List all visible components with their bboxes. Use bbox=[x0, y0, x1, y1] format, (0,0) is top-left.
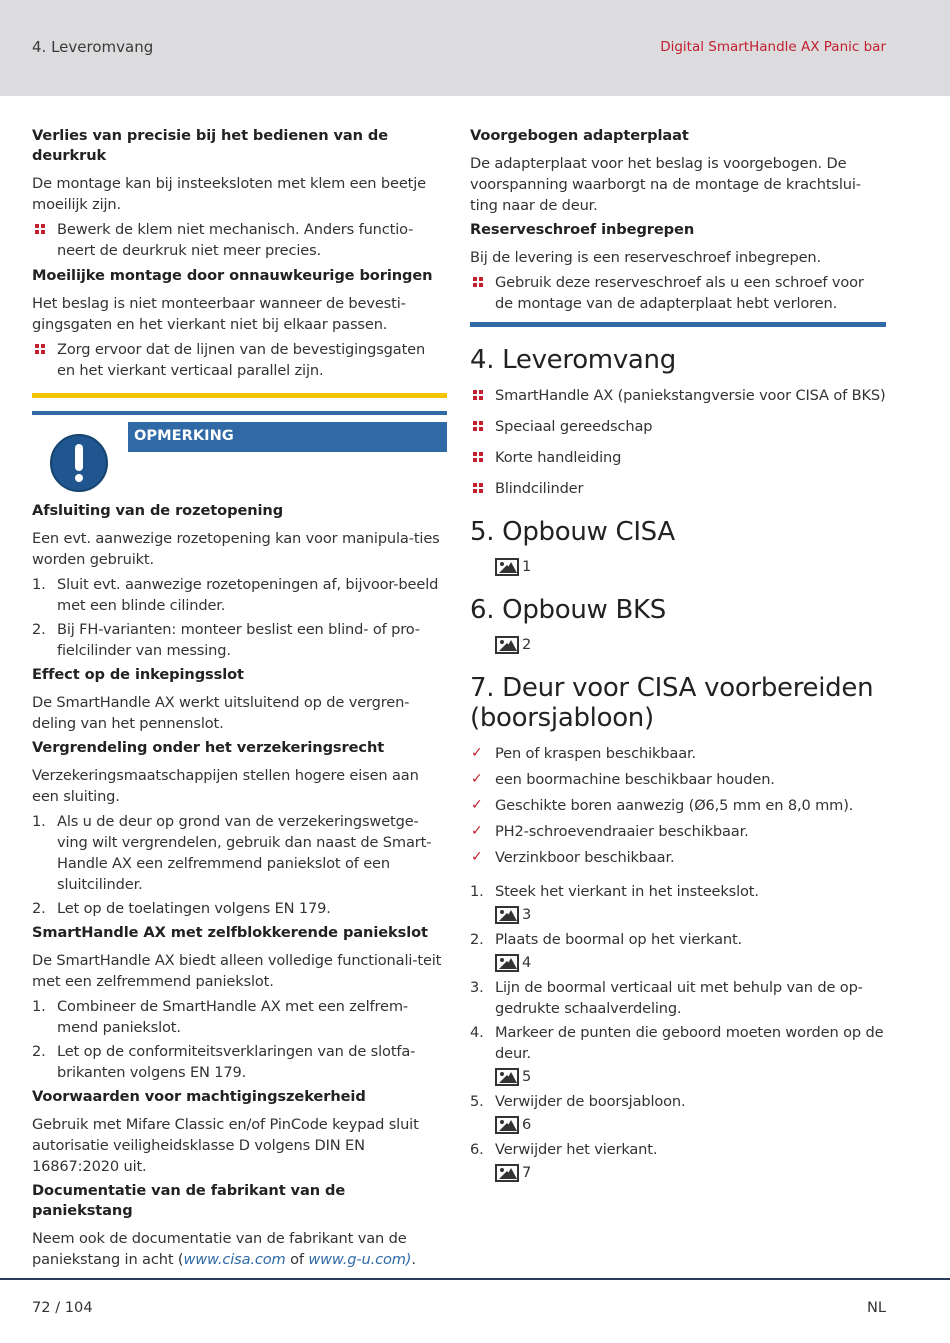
prerequisite-item: ✓ PH2-schroevendraaier beschikbaar. bbox=[471, 823, 749, 840]
paragraph: De adapterplaat voor het beslag is voorgebogen. De voorspanning waarborgt na de montage de krachtslui-ting naar de deur. bbox=[470, 155, 861, 214]
check-icon: ✓ bbox=[471, 771, 483, 787]
list-item: Speciaal gereedschap bbox=[470, 416, 886, 437]
section-heading: Voorwaarden voor machtigingszekerheid bbox=[32, 1088, 366, 1105]
section-heading: Effect op de inkepingsslot bbox=[32, 666, 244, 683]
note-top-band bbox=[32, 411, 447, 415]
numbered-step: 6. Verwijder het vierkant. bbox=[470, 1141, 658, 1158]
right-column bbox=[470, 126, 886, 1187]
paragraph: Neem ook de documentatie van de fabrikant van de paniekstang in acht (www.cisa.com of www.g-u.com). bbox=[32, 1230, 416, 1268]
chapter-heading: 5. Opbouw CISA bbox=[470, 517, 675, 547]
paragraph: De SmartHandle AX biedt alleen volledige functionali-teit met een zelfremmend paniekslot. bbox=[32, 952, 442, 990]
bullet-marker-icon bbox=[473, 421, 484, 432]
numbered-step: 1. Combineer de SmartHandle AX met een zelfrem-mend paniekslot. bbox=[32, 998, 409, 1036]
section-heading: Reserveschroef inbegrepen bbox=[470, 221, 695, 238]
list-item: Korte handleiding bbox=[470, 447, 886, 468]
image-icon bbox=[495, 558, 519, 576]
image-icon bbox=[495, 1068, 519, 1086]
numbered-step: 5. Verwijder de boorsjabloon. bbox=[470, 1093, 686, 1110]
action-bullet: Zorg ervoor dat de lijnen van de bevestigingsgaten en het vierkant verticaal parallel zijn. bbox=[32, 339, 447, 381]
section-heading: Verlies van precisie bij het bedienen van de deurkruk bbox=[32, 127, 389, 164]
list-item: SmartHandle AX (paniekstangversie voor CISA of BKS) bbox=[470, 385, 886, 406]
image-icon bbox=[495, 906, 519, 924]
list-item: Blindcilinder bbox=[470, 478, 886, 499]
paragraph: Het beslag is niet monteerbaar wanneer de bevesti-gingsgaten en het vierkant niet bij elkaar passen. bbox=[32, 295, 406, 333]
chapter-heading: 4. Leveromvang bbox=[470, 345, 676, 375]
image-icon bbox=[495, 1116, 519, 1134]
page-number: 72 / 104 bbox=[32, 1299, 93, 1316]
bullet-marker-icon bbox=[35, 344, 46, 355]
figure-reference: 6 bbox=[495, 1115, 886, 1135]
action-bullet: Bewerk de klem niet mechanisch. Anders functio-neert de deurkruk niet meer precies. bbox=[32, 219, 447, 261]
bullet-marker-icon bbox=[473, 452, 484, 463]
numbered-step: 1. Steek het vierkant in het insteekslot. bbox=[470, 883, 759, 900]
paragraph: Gebruik met Mifare Classic en/of PinCode keypad sluit autorisatie veiligheidsklasse D volgens DIN EN 16867:2020 uit. bbox=[32, 1116, 419, 1175]
figure-reference: 3 bbox=[495, 905, 886, 925]
numbered-step: 1. Als u de deur op grond van de verzekeringswetge-ving wilt vergrendelen, gebruik dan naast de Smart-Handle AX een zelfremmend paniekslot of een sluitcilinder. bbox=[32, 813, 432, 893]
figure-reference: 7 bbox=[495, 1163, 886, 1183]
bullet-marker-icon bbox=[473, 277, 484, 288]
warning-divider bbox=[32, 393, 447, 398]
page-header bbox=[0, 0, 950, 96]
exclamation-icon bbox=[50, 434, 108, 492]
note-box bbox=[32, 411, 447, 487]
check-icon: ✓ bbox=[471, 849, 483, 865]
action-bullet: Gebruik deze reserveschroef als u een schroef voor de montage van de adapterplaat hebt verloren. bbox=[470, 272, 886, 314]
section-divider bbox=[470, 322, 886, 327]
image-icon bbox=[495, 1164, 519, 1182]
paragraph: De montage kan bij insteeksloten met klem een beetje moeilijk zijn. bbox=[32, 175, 426, 213]
image-icon bbox=[495, 954, 519, 972]
numbered-step: 3. Lijn de boormal verticaal uit met behulp van de op-gedrukte schaalverdeling. bbox=[470, 979, 863, 1017]
image-icon bbox=[495, 636, 519, 654]
paragraph: De SmartHandle AX werkt uitsluitend op de vergren-deling van het pennenslot. bbox=[32, 694, 410, 732]
figure-reference: 1 bbox=[495, 557, 886, 577]
paragraph: Verzekeringsmaatschappijen stellen hogere eisen aan een sluiting. bbox=[32, 767, 419, 805]
paragraph: Bij de levering is een reserveschroef inbegrepen. bbox=[470, 249, 821, 266]
gu-link[interactable]: www.g-u.com) bbox=[308, 1251, 412, 1268]
cisa-link[interactable]: www.cisa.com bbox=[183, 1251, 286, 1268]
section-heading: Afsluiting van de rozetopening bbox=[32, 502, 284, 519]
prerequisite-item: ✓ een boormachine beschikbaar houden. bbox=[471, 771, 775, 788]
check-icon: ✓ bbox=[471, 745, 483, 761]
section-heading: Documentatie van de fabrikant van de paniekstang bbox=[32, 1182, 346, 1219]
check-icon: ✓ bbox=[471, 823, 483, 839]
figure-reference: 2 bbox=[495, 635, 886, 655]
paragraph: Een evt. aanwezige rozetopening kan voor manipula-ties worden gebruikt. bbox=[32, 530, 440, 568]
header-product-name: Digital SmartHandle AX Panic bar bbox=[660, 39, 886, 55]
section-heading: SmartHandle AX met zelfblokkerende paniekslot bbox=[32, 924, 428, 941]
numbered-step: 2. Plaats de boormal op het vierkant. bbox=[470, 931, 743, 948]
numbered-step: 4. Markeer de punten die geboord moeten worden op de deur. bbox=[470, 1024, 884, 1062]
section-heading: Moeilijke montage door onnauwkeurige boringen bbox=[32, 267, 433, 284]
bullet-marker-icon bbox=[473, 390, 484, 401]
language-code: NL bbox=[866, 1299, 886, 1316]
prerequisite-item: ✓ Geschikte boren aanwezig (Ø6,5 mm en 8,0 mm). bbox=[471, 797, 854, 814]
numbered-step: 2. Let op de toelatingen volgens EN 179. bbox=[32, 900, 331, 917]
section-heading: Voorgebogen adapterplaat bbox=[470, 127, 689, 144]
prerequisite-item: ✓ Pen of kraspen beschikbaar. bbox=[471, 745, 697, 762]
chapter-heading: 6. Opbouw BKS bbox=[470, 595, 666, 625]
footer-divider bbox=[0, 1278, 950, 1280]
note-label: OPMERKING bbox=[128, 422, 447, 452]
bullet-marker-icon bbox=[35, 224, 46, 235]
figure-reference: 5 bbox=[495, 1067, 886, 1087]
check-icon: ✓ bbox=[471, 797, 483, 813]
numbered-step: 1. Sluit evt. aanwezige rozetopeningen af, bijvoor-beeld met een blinde cilinder. bbox=[32, 576, 439, 614]
numbered-step: 2. Let op de conformiteitsverklaringen van de slotfa-brikanten volgens EN 179. bbox=[32, 1043, 416, 1081]
left-column bbox=[32, 126, 447, 1274]
section-heading: Vergrendeling onder het verzekeringsrecht bbox=[32, 739, 385, 756]
chapter-heading: 7. Deur voor CISA voorbereiden (boorsjabloon) bbox=[470, 673, 874, 733]
figure-reference: 4 bbox=[495, 953, 886, 973]
bullet-marker-icon bbox=[473, 483, 484, 494]
header-section-title: 4. Leveromvang bbox=[32, 38, 154, 56]
prerequisite-item: ✓ Verzinkboor beschikbaar. bbox=[471, 849, 675, 866]
numbered-step: 2. Bij FH-varianten: monteer beslist een blind- of pro-fielcilinder van messing. bbox=[32, 621, 420, 659]
